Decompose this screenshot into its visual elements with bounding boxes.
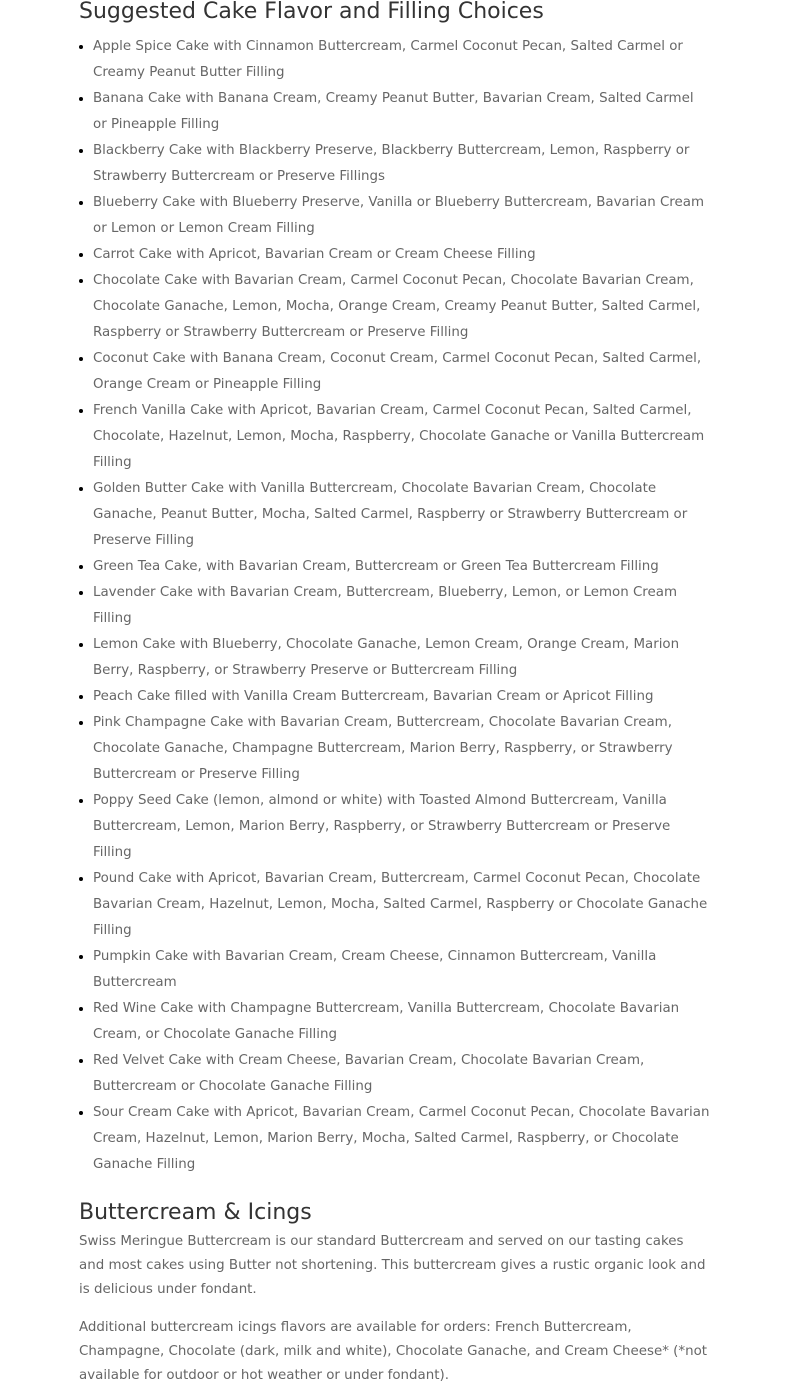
list-item: • Pumpkin Cake with Bavarian Cream, Cream Cheese, Cinnamon Buttercream, Vanilla Buttercream [93, 944, 711, 996]
buttercream-paragraph-additional: Additional buttercream icings flavors are available for orders: French Buttercream, Champagne, Chocolate (dark, milk and white), Chocolate Ganache, and Cream Cheese* (*not available for outdoor or hot weather or under fondant). [79, 1320, 708, 1383]
list-item: • Lavender Cake with Bavarian Cream, Buttercream, Blueberry, Lemon, or Lemon Cream Filling [93, 580, 711, 632]
list-item: • Golden Butter Cake with Vanilla Buttercream, Chocolate Bavarian Cream, Chocolate Ganache, Peanut Butter, Mocha, Salted Carmel, Raspberry or Strawberry Buttercream or Preserve Filling [93, 476, 711, 554]
flavors-heading: Suggested Cake Flavor and Filling Choices [79, 0, 544, 24]
list-item: • Blueberry Cake with Blueberry Preserve, Vanilla or Blueberry Buttercream, Bavarian Cream or Lemon or Lemon Cream Filling [93, 190, 711, 242]
list-item: • Chocolate Cake with Bavarian Cream, Carmel Coconut Pecan, Chocolate Bavarian Cream, Chocolate Ganache, Lemon, Mocha, Orange Cream, Creamy Peanut Butter, Salted Carmel, Raspberry or Strawberry Buttercream or Preserve Filling [93, 268, 711, 346]
flavor-list [79, 34, 711, 1178]
list-item: • French Vanilla Cake with Apricot, Bavarian Cream, Carmel Coconut Pecan, Salted Carmel, Chocolate, Hazelnut, Lemon, Mocha, Raspberry, Chocolate Ganache or Vanilla Buttercream Filling [93, 398, 711, 476]
main-content [79, 0, 711, 1388]
list-item: • Peach Cake filled with Vanilla Cream Buttercream, Bavarian Cream or Apricot Filling [93, 684, 711, 710]
list-item: • Coconut Cake with Banana Cream, Coconut Cream, Carmel Coconut Pecan, Salted Carmel, Orange Cream or Pineapple Filling [93, 346, 711, 398]
list-item: • Poppy Seed Cake (lemon, almond or white) with Toasted Almond Buttercream, Vanilla Buttercream, Lemon, Marion Berry, Raspberry, or Strawberry Buttercream or Preserve Filling [93, 788, 711, 866]
buttercream-heading: Buttercream & Icings [79, 1200, 312, 1225]
list-item: • Apple Spice Cake with Cinnamon Buttercream, Carmel Coconut Pecan, Salted Carmel or Creamy Peanut Butter Filling [93, 34, 711, 86]
list-item: • Green Tea Cake, with Bavarian Cream, Buttercream or Green Tea Buttercream Filling [93, 554, 711, 580]
list-item: • Red Wine Cake with Champagne Buttercream, Vanilla Buttercream, Chocolate Bavarian Cream, or Chocolate Ganache Filling [93, 996, 711, 1048]
list-item: • Carrot Cake with Apricot, Bavarian Cream or Cream Cheese Filling [93, 242, 711, 268]
list-item: • Sour Cream Cake with Apricot, Bavarian Cream, Carmel Coconut Pecan, Chocolate Bavarian Cream, Hazelnut, Lemon, Marion Berry, Mocha, Salted Carmel, Raspberry, or Chocolate Ganache Filling [93, 1100, 711, 1178]
list-item: • Blackberry Cake with Blackberry Preserve, Blackberry Buttercream, Lemon, Raspberry or Strawberry Buttercream or Preserve Fillings [93, 138, 711, 190]
list-item: • Red Velvet Cake with Cream Cheese, Bavarian Cream, Chocolate Bavarian Cream, Buttercream or Chocolate Ganache Filling [93, 1048, 711, 1100]
buttercream-paragraph-standard: Swiss Meringue Buttercream is our standard Buttercream and served on our tasting cakes and most cakes using Butter not shortening. This buttercream gives a rustic organic look and is delicious under fondant. [79, 1234, 706, 1297]
list-item: • Pound Cake with Apricot, Bavarian Cream, Buttercream, Carmel Coconut Pecan, Chocolate Bavarian Cream, Hazelnut, Lemon, Mocha, Salted Carmel, Raspberry or Chocolate Ganache Filling [93, 866, 711, 944]
list-item: • Pink Champagne Cake with Bavarian Cream, Buttercream, Chocolate Bavarian Cream, Chocolate Ganache, Champagne Buttercream, Marion Berry, Raspberry, or Strawberry Buttercream or Preserve Filling [93, 710, 711, 788]
list-item: • Lemon Cake with Blueberry, Chocolate Ganache, Lemon Cream, Orange Cream, Marion Berry, Raspberry, or Strawberry Preserve or Buttercream Filling [93, 632, 711, 684]
list-item: • Banana Cake with Banana Cream, Creamy Peanut Butter, Bavarian Cream, Salted Carmel or Pineapple Filling [93, 86, 711, 138]
